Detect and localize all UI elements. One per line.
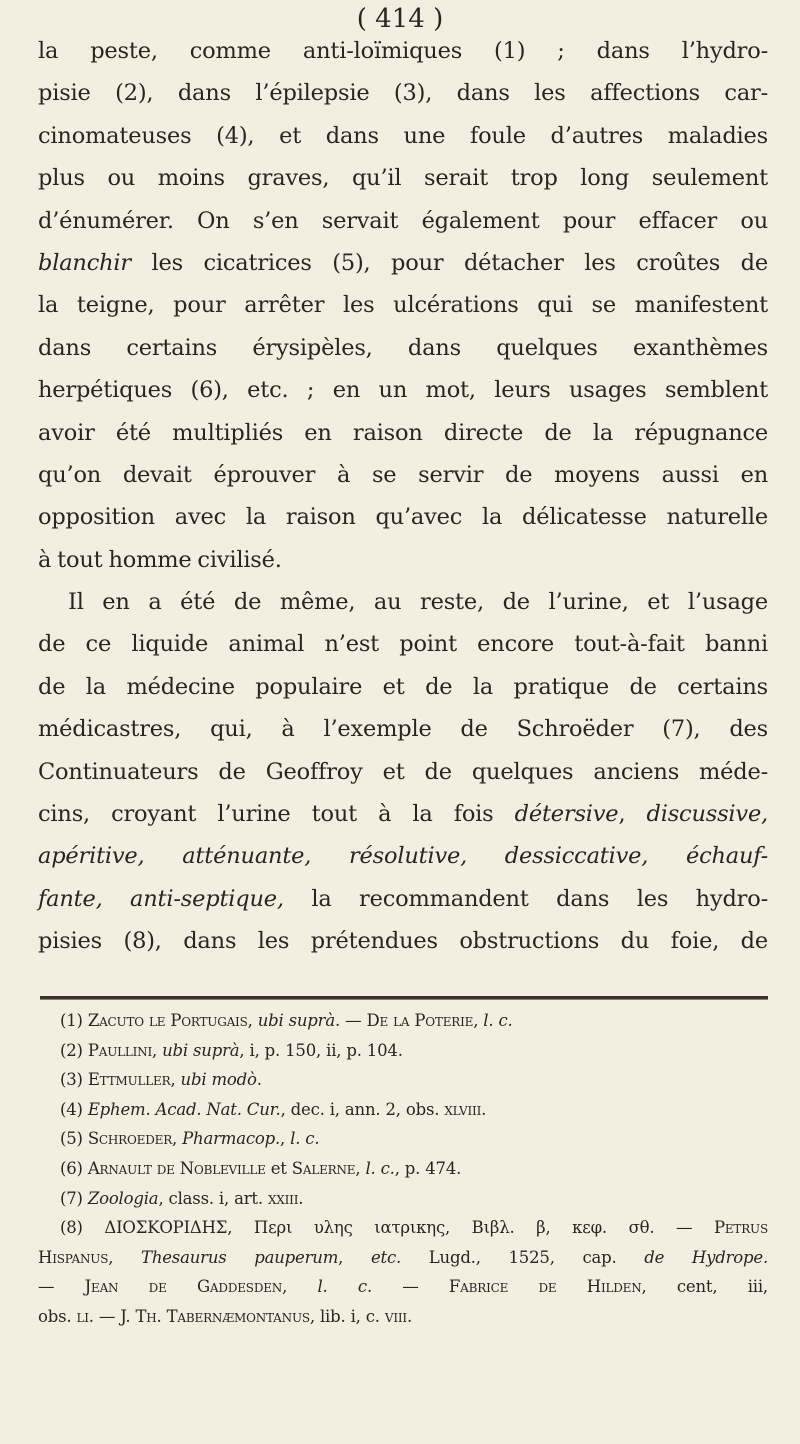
body-line (38, 115, 768, 157)
text-segment: etc. (370, 1247, 402, 1267)
text-segment: herpétiques (6), etc. ; en un mot, leurs usages semblent (38, 377, 768, 404)
text-segment: Thesaurus pauperum (141, 1247, 339, 1267)
text-segment: qu’on devait éprouver à se servir de moyens aussi en (38, 461, 768, 488)
footnote-line (38, 1302, 768, 1332)
text-segment: la teigne, pour arrêter les ulcérations qui se manifestent (38, 292, 768, 319)
body-line (38, 581, 768, 623)
text-segment: discussive, (646, 801, 769, 828)
text-segment: (3) (60, 1070, 88, 1090)
body-line (38, 793, 768, 835)
text-segment: l. c. (365, 1158, 395, 1178)
text-segment: , (170, 1070, 181, 1090)
text-segment: les cicatrices (5), pour détacher les croûtes de (130, 249, 768, 276)
text-segment: Petrus (713, 1218, 768, 1238)
footnote-line (38, 1154, 768, 1184)
text-segment: . (298, 1188, 304, 1208)
text-segment: — (38, 1277, 85, 1297)
text-segment: (8) ΔΙΟΣΚΟΡΙΔΗΣ, Περι υλης ιατρικης, Βιβλ. β, κεφ. σθ. — (60, 1218, 714, 1238)
text-segment: viii (384, 1306, 407, 1326)
body-line (38, 708, 768, 750)
body-text (38, 30, 768, 963)
text-segment: de ce liquide animal n’est point encore tout-à-fait banni (38, 631, 768, 658)
text-segment: , p. 474. (394, 1158, 462, 1178)
body-line (38, 72, 768, 114)
text-segment: opposition avec la raison qu’avec la délicatesse naturelle (38, 504, 768, 531)
text-segment: médicastres, qui, à l’exemple de Schroëder (7), des (38, 716, 768, 743)
text-segment: de la médecine populaire et de la pratique de certains (38, 673, 768, 700)
text-segment: cins, croyant l’urine tout à la fois (38, 801, 515, 828)
text-segment: avoir été multipliés en raison directe de la répugnance (38, 419, 768, 446)
text-segment: , (172, 1129, 183, 1149)
text-segment: , (280, 1129, 291, 1149)
text-segment: , (473, 1011, 484, 1030)
text-segment: , (152, 1040, 163, 1060)
text-segment: xxiii (267, 1188, 299, 1208)
text-segment: , class. i, art. (158, 1188, 268, 1208)
text-segment: la recommandent dans les hydro- (283, 885, 768, 912)
body-line (38, 327, 768, 369)
text-segment: blanchir (38, 249, 131, 276)
body-line (38, 878, 768, 920)
text-segment: li (76, 1306, 89, 1326)
footnotes (38, 1006, 768, 1332)
text-segment: Salerne (291, 1158, 356, 1178)
text-segment: Lugd., 1525, cap. (401, 1247, 645, 1267)
text-segment: , (355, 1158, 366, 1178)
text-segment: Ettmuller (87, 1070, 171, 1090)
page-number: ( 414 ) (356, 4, 444, 34)
footnote-line (38, 1272, 768, 1302)
body-line (38, 242, 768, 284)
text-segment: (1) (60, 1011, 88, 1030)
text-segment: , (108, 1247, 142, 1267)
text-segment: , (282, 1277, 318, 1297)
body-line (38, 157, 768, 199)
text-segment: cinomateuses (4), et dans une foule d’autres maladies (38, 122, 768, 149)
text-segment: . (256, 1070, 262, 1090)
text-segment: Paullini (87, 1040, 153, 1060)
text-segment: — (371, 1277, 449, 1297)
text-segment: De la Poterie (366, 1011, 474, 1030)
body-line (38, 920, 768, 962)
footnote-divider (40, 996, 768, 1000)
text-segment: plus ou moins graves, qu’il serait trop long seulement (38, 165, 768, 192)
text-segment: xlviii (444, 1099, 482, 1119)
body-line (38, 454, 768, 496)
text-segment: ubi modò (180, 1070, 257, 1090)
footnote-line (38, 1065, 768, 1095)
footnote-line (38, 1124, 768, 1154)
text-segment: . — J. (88, 1306, 136, 1326)
text-segment: Arnault de Nobleville (87, 1158, 266, 1178)
text-segment: Continuateurs de Geoffroy et de quelques anciens méde- (38, 758, 768, 785)
body-line (38, 412, 768, 454)
text-segment: , i, p. 150, ii, p. 104. (239, 1040, 403, 1060)
body-line (38, 30, 768, 72)
body-line (38, 496, 768, 538)
body-line (38, 200, 768, 242)
text-segment: Jean de Gaddesden (84, 1277, 283, 1297)
text-segment: (6) (60, 1158, 88, 1178)
text-segment: (4) (60, 1099, 88, 1119)
text-segment: d’énumérer. On s’en servait également pour effacer ou (38, 207, 768, 234)
footnote-line (38, 1095, 768, 1125)
text-segment: , dec. i, ann. 2, obs. (280, 1099, 445, 1119)
body-line (38, 369, 768, 411)
text-segment: pisies (8), dans les prétendues obstructions du foie, de (38, 928, 768, 955)
text-segment: ubi suprà (162, 1040, 240, 1060)
text-segment: Hispanus (38, 1247, 109, 1267)
footnote-line (38, 1036, 768, 1066)
footnote-line (38, 1213, 768, 1243)
footnote-line (38, 1184, 768, 1214)
text-segment: Ephem. Acad. Nat. Cur. (87, 1099, 281, 1119)
body-line (38, 835, 768, 877)
text-segment: , lib. i, c. (309, 1306, 385, 1326)
text-segment: . (481, 1099, 487, 1119)
text-segment: dans certains érysipèles, dans quelques exanthèmes (38, 334, 768, 361)
text-segment: , (618, 801, 647, 828)
text-segment: Fabrice de Hilden (448, 1277, 642, 1297)
text-segment: (2) (60, 1040, 88, 1060)
footnote-line (38, 1243, 768, 1273)
text-segment: fante, anti-septique, (38, 885, 284, 912)
text-segment: , (247, 1011, 258, 1030)
text-segment: Zoologia (87, 1188, 159, 1208)
text-segment: obs. (38, 1306, 77, 1326)
text-segment: à tout homme civilisé. (38, 546, 282, 573)
text-segment: Th. Tabernæmontanus (135, 1306, 310, 1326)
text-segment: , cent, iii, (641, 1277, 768, 1297)
text-segment: Schroeder (87, 1129, 173, 1149)
text-segment: la peste, comme anti-loïmiques (1) ; dans l’hydro- (38, 38, 768, 64)
text-segment: et (265, 1158, 292, 1178)
body-line (38, 751, 768, 793)
text-segment: Zacuto le Portugais (87, 1011, 248, 1030)
body-line (38, 284, 768, 326)
text-segment: l. c. (290, 1129, 320, 1149)
text-segment: , (338, 1247, 371, 1267)
text-segment: (5) (60, 1129, 88, 1149)
text-segment: l. c. (483, 1011, 513, 1030)
text-segment: . (406, 1306, 413, 1326)
body-line (38, 539, 768, 581)
text-segment: . — (335, 1011, 367, 1030)
body-line (38, 666, 768, 708)
text-segment: Il en a été de même, au reste, de l’urine, et l’usage (68, 589, 768, 616)
text-segment: (7) (60, 1188, 88, 1208)
footnote-line (38, 1006, 768, 1036)
text-segment: détersive (514, 801, 619, 828)
text-segment: de Hydrope. (644, 1247, 769, 1267)
text-segment: l. c. (317, 1277, 372, 1297)
text-segment: apéritive, atténuante, résolutive, dessiccative, échauf- (38, 843, 768, 870)
text-segment: Pharmacop. (182, 1129, 281, 1149)
body-line (38, 623, 768, 665)
text-segment: ubi suprà (257, 1011, 335, 1030)
text-segment: pisie (2), dans l’épilepsie (3), dans les affections car- (38, 80, 768, 107)
